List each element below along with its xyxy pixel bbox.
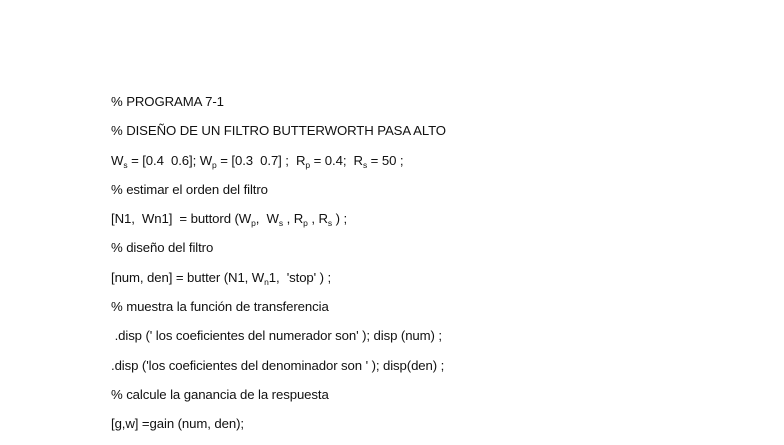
subscript-text: s — [123, 159, 128, 170]
code-text: = [0.3 0.7] ; R — [216, 152, 306, 168]
code-text: = 0.4; R — [310, 152, 363, 168]
code-text: W — [111, 152, 124, 168]
code-text: , R — [307, 211, 328, 227]
code-text: = [0.4 0.6]; W — [127, 152, 213, 168]
code-text: .disp ('los coeficientes del denominador son ' ); disp(den) ; — [111, 357, 445, 373]
code-line — [111, 298, 771, 327]
code-text: % diseño del filtro — [111, 240, 214, 256]
code-line — [111, 386, 771, 415]
code-text: % PROGRAMA 7-1 — [111, 94, 224, 109]
code-line — [111, 415, 771, 444]
subscript-text: p — [305, 159, 311, 170]
code-text: .disp (' los coeficientes del numerador son' ); disp (num) ; — [111, 328, 442, 344]
code-line — [111, 269, 771, 298]
code-text: % DISEÑO DE UN FILTRO BUTTERWORTH PASA ALTO — [111, 123, 446, 139]
code-line — [111, 93, 771, 122]
code-text: 1, 'stop' ) ; — [268, 269, 332, 285]
code-text: ) ; — [332, 211, 348, 227]
code-text: = 50 ; — [367, 152, 404, 168]
code-line — [111, 181, 771, 210]
code-line — [111, 210, 771, 239]
code-line — [111, 327, 771, 356]
code-line — [111, 122, 771, 151]
subscript-text: s — [362, 159, 368, 170]
code-text: % muestra la función de transferencia — [111, 299, 329, 315]
subscript-text: n — [264, 276, 269, 287]
code-line — [111, 357, 771, 386]
subscript-text: p — [212, 159, 217, 170]
subscript-text: p — [303, 218, 308, 229]
code-text: [g,w] =gain (num, den); — [111, 416, 244, 432]
code-listing — [111, 93, 771, 445]
code-text: [N1, Wn1] = buttord (W — [111, 211, 252, 227]
code-text: % estimar el orden del filtro — [111, 181, 268, 197]
code-text: [num, den] = butter (N1, W — [111, 269, 265, 285]
subscript-text: s — [278, 218, 283, 229]
code-text: , R — [283, 211, 304, 227]
code-text: % calcule la ganancia de la respuesta — [111, 386, 329, 402]
code-line — [111, 152, 771, 181]
code-line — [111, 239, 771, 268]
subscript-text: p — [251, 218, 256, 229]
subscript-text: s — [327, 218, 333, 229]
code-text: , W — [255, 211, 279, 227]
